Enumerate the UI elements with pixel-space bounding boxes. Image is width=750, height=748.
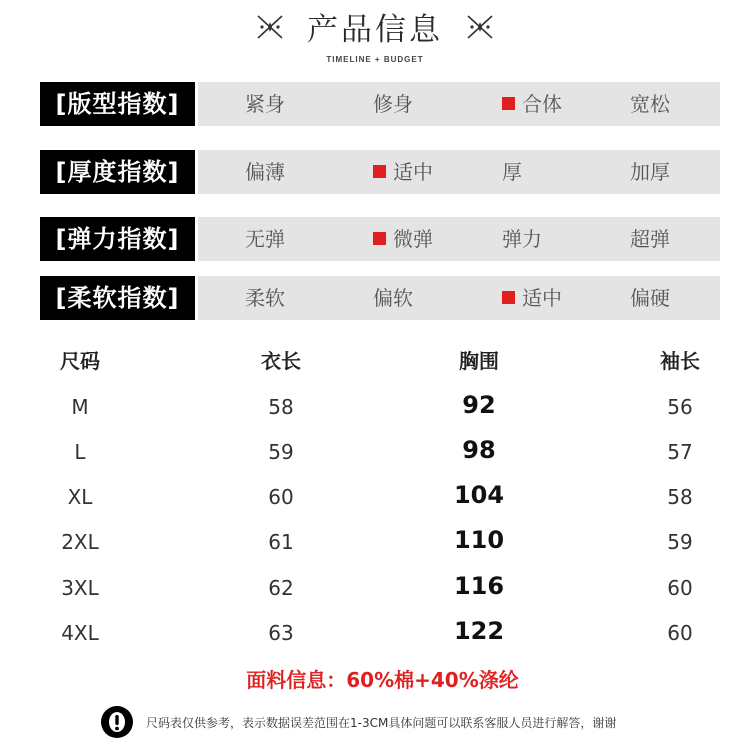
index-option-selected xyxy=(373,150,433,194)
index-option xyxy=(245,276,285,320)
index-option-label: 修身 xyxy=(373,92,413,116)
index-option xyxy=(630,150,670,194)
cell-length: 63 xyxy=(268,621,294,645)
sparkle-cross-icon xyxy=(252,12,288,42)
index-option xyxy=(245,217,285,261)
cell-length: 62 xyxy=(268,576,294,600)
index-option xyxy=(245,82,285,126)
note-text: 尺码表仅供参考，表示数据误差范围在1-3CM具体问题可以联系客服人员进行解答，谢谢 xyxy=(146,716,617,730)
index-label: [柔软指数] xyxy=(40,276,195,320)
index-option xyxy=(373,82,413,126)
header-chest: 胸围 xyxy=(459,349,499,373)
index-option-label: 宽松 xyxy=(630,92,670,116)
cell-size: 4XL xyxy=(61,621,99,645)
index-option-label: 偏薄 xyxy=(245,160,285,184)
index-option xyxy=(630,217,670,261)
index-row-elasticity xyxy=(40,217,720,261)
index-option-label: 超弹 xyxy=(630,227,670,251)
header-length: 衣长 xyxy=(261,349,301,373)
cell-size: XL xyxy=(67,485,93,509)
cell-sleeve: 56 xyxy=(667,395,693,419)
index-option xyxy=(245,150,285,194)
cell-sleeve: 57 xyxy=(667,440,693,464)
index-option-label: 偏软 xyxy=(373,286,413,310)
index-option-label: 紧身 xyxy=(245,92,285,116)
header xyxy=(0,0,750,70)
index-option-label: 柔软 xyxy=(245,286,285,310)
cell-length: 58 xyxy=(268,395,294,419)
index-option-label: 弹力 xyxy=(502,227,542,251)
header-size: 尺码 xyxy=(60,349,100,373)
cell-size: L xyxy=(74,440,86,464)
selected-marker-icon xyxy=(373,232,386,245)
cell-chest: 98 xyxy=(462,436,496,464)
title-row xyxy=(0,4,750,49)
page-title: 产品信息 xyxy=(307,12,443,48)
cell-size: 2XL xyxy=(61,530,99,554)
index-label: [厚度指数] xyxy=(40,150,195,194)
index-option-label: 加厚 xyxy=(630,160,670,184)
index-label: [版型指数] xyxy=(40,82,195,126)
cell-chest: 116 xyxy=(453,572,505,600)
sparkle-cross-icon xyxy=(462,12,498,42)
note-bar xyxy=(100,705,740,739)
index-option-label: 适中 xyxy=(522,286,562,310)
cell-sleeve: 58 xyxy=(667,485,693,509)
index-option xyxy=(630,276,670,320)
cell-sleeve: 59 xyxy=(667,530,693,554)
index-option xyxy=(630,82,670,126)
cell-size: M xyxy=(71,395,89,419)
index-option-label: 合体 xyxy=(522,92,562,116)
cell-chest: 122 xyxy=(453,617,505,645)
index-label: [弹力指数] xyxy=(40,217,195,261)
cell-size: 3XL xyxy=(61,576,99,600)
index-option-label: 无弹 xyxy=(245,227,285,251)
selected-marker-icon xyxy=(373,165,386,178)
cell-sleeve: 60 xyxy=(667,576,693,600)
header-sleeve: 袖长 xyxy=(660,349,700,373)
cell-length: 61 xyxy=(268,530,294,554)
fabric-info: 面料信息：60%棉+40%涤纶 xyxy=(246,668,519,692)
cell-sleeve: 60 xyxy=(667,621,693,645)
exclamation-circle-icon xyxy=(100,705,134,739)
index-option-selected xyxy=(502,276,562,320)
index-option xyxy=(373,276,413,320)
index-option-label: 厚 xyxy=(502,160,522,184)
cell-chest: 104 xyxy=(453,481,505,509)
cell-length: 59 xyxy=(268,440,294,464)
cell-chest: 92 xyxy=(462,391,496,419)
index-option xyxy=(502,217,542,261)
index-option-label: 微弹 xyxy=(393,227,433,251)
index-option-selected xyxy=(502,82,562,126)
selected-marker-icon xyxy=(502,97,515,110)
index-row-fit xyxy=(40,82,720,126)
cell-length: 60 xyxy=(268,485,294,509)
index-row-thickness xyxy=(40,150,720,194)
selected-marker-icon xyxy=(502,291,515,304)
index-row-softness xyxy=(40,276,720,320)
index-option-label: 偏硬 xyxy=(630,286,670,310)
page-subtitle: TIMELINE + BUDGET xyxy=(326,55,424,64)
cell-chest: 110 xyxy=(453,526,505,554)
index-option xyxy=(502,150,522,194)
index-option-selected xyxy=(373,217,433,261)
index-option-label: 适中 xyxy=(393,160,433,184)
